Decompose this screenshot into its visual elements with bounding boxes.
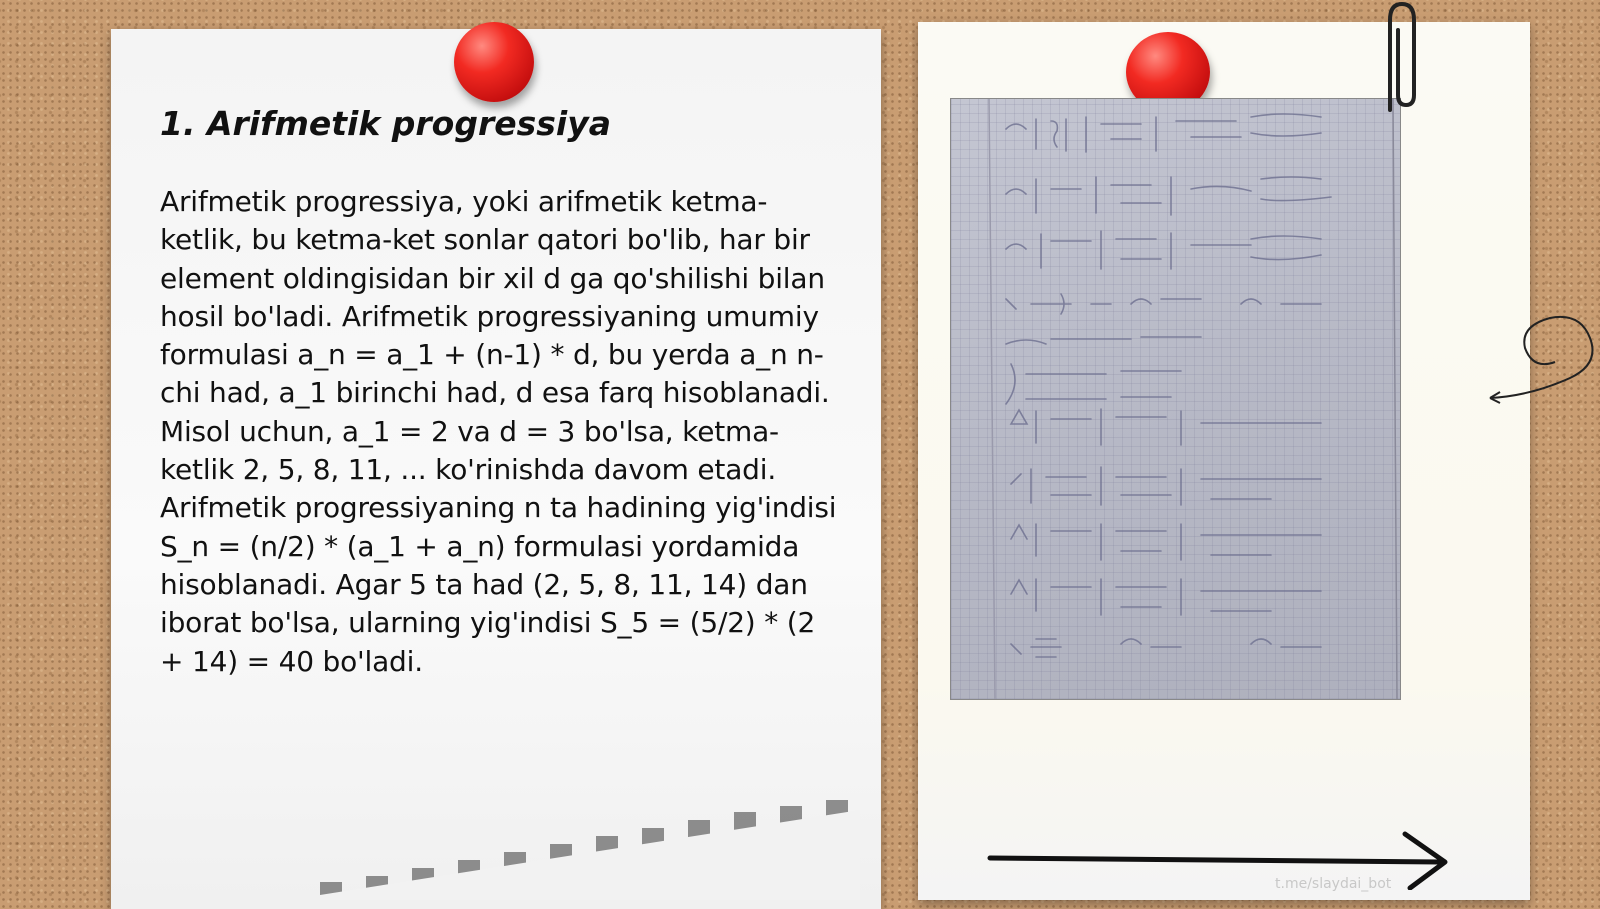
watermark-text: t.me/slaydai_bot xyxy=(1275,876,1392,892)
torn-paper-tabs xyxy=(320,800,860,900)
handwritten-notes-photo xyxy=(951,99,1400,699)
red-pushpin-icon xyxy=(454,22,534,102)
paperclip-icon xyxy=(1378,0,1418,120)
slide-body-text: Arifmetik progressiya, yoki arifmetik ketma-ketlik, bu ketma-ket sonlar qatori bo'lib, har bir element oldingisidan bir xil d ga qo'shilishi bilan hosil bo'ladi. Arifmetik progressiyaning umumiy formulasi a_n = a_1 + (n-1) * d, bu yerda a_n n-chi had, a_1 birinchi had, d esa farq hisoblanadi. Misol uchun, a_1 = 2 va d = 3 bo'lsa, ketma-ketlik 2, 5, 8, 11, ... ko'rinishda davom etadi. Arifmetik progressiyaning n ta hadining yig'indisi S_n = (n/2) * (a_1 + a_n) formulasi yordamida hisoblanadi. Agar 5 ta had (2, 5, 8, 11, 14) dan iborat bo'lsa, ularning yig'indisi S_5 = (5/2) * (2 + 14) = 40 bo'ladi. xyxy=(160,185,837,678)
slide-title: 1. Arifmetik progressiya xyxy=(160,104,611,143)
loop-doodle-icon xyxy=(1480,310,1600,410)
